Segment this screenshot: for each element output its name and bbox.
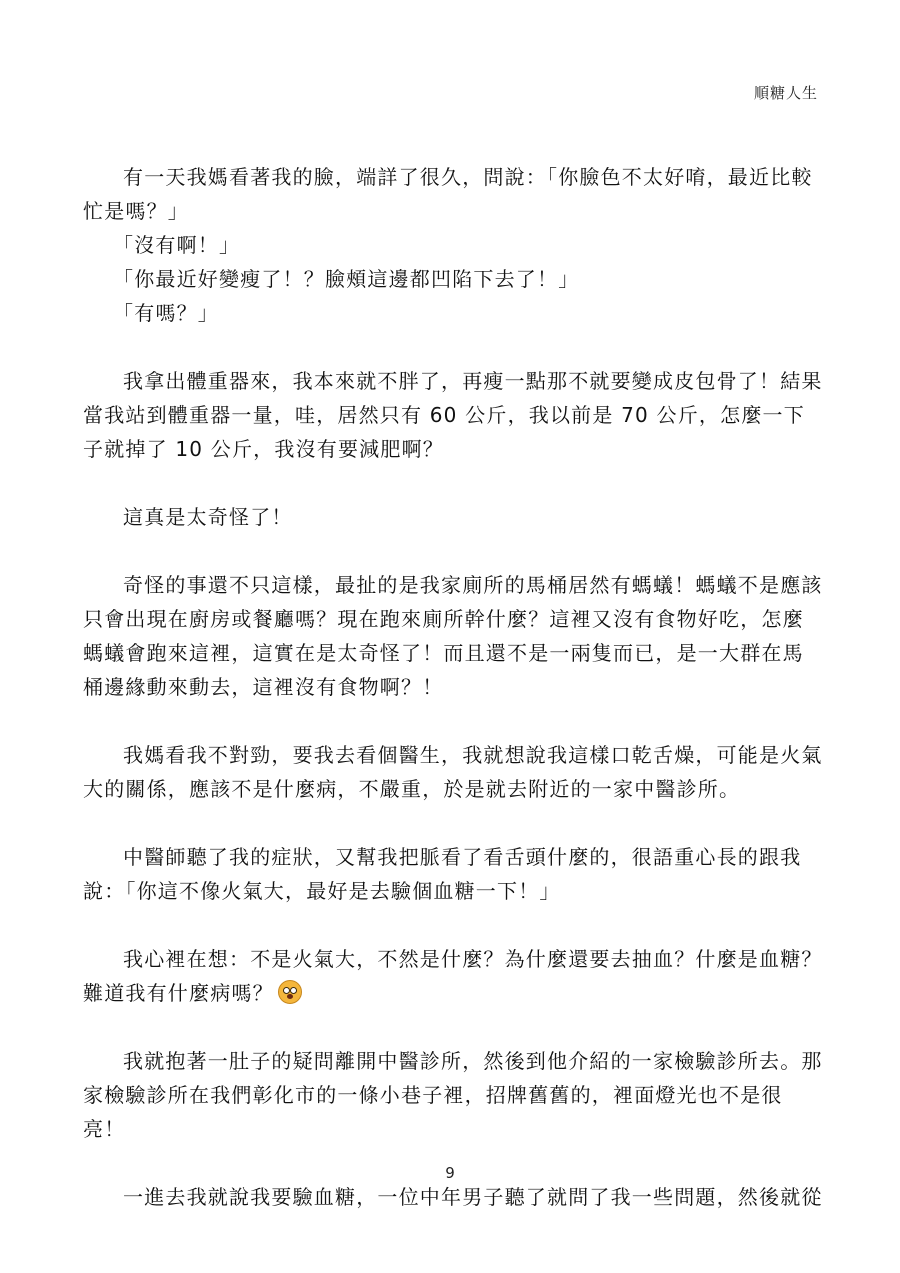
paragraph-9: 一進去我就說我要驗血糖，一位中年男子聽了就問了我一些問題，然後就從 — [123, 1185, 823, 1209]
astonished-face-emoji-icon — [278, 980, 302, 1004]
running-header-title: 順糖人生 — [753, 84, 818, 102]
paragraph-8: 我就抱著一肚子的疑問離開中醫診所，然後到他介紹的一家檢驗診所去。那家檢驗診所在我們彰化市的一條小巷子裡，招牌舊舊的，裡面燈光也不是很亮！ — [83, 1049, 823, 1141]
dialogue-line-2: 「你最近好變瘦了！？臉頰這邊都凹陷下去了！」 — [113, 267, 580, 291]
paragraph-7 — [83, 942, 823, 1010]
paragraph-1: 有一天我媽看著我的臉，端詳了很久，問說：「你臉色不太好唷，最近比較忙是嗎？」 — [83, 165, 813, 223]
paragraph-6: 中醫師聽了我的症狀，又幫我把脈看了看舌頭什麼的，很語重心長的跟我說：「你這不像火氣大，最好是去驗個血糖一下！」 — [83, 845, 802, 903]
page-number: 9 — [445, 1164, 455, 1182]
opening-dialogue — [83, 160, 823, 330]
body-text — [83, 160, 823, 1248]
paragraph-3: 這真是太奇怪了！ — [123, 505, 293, 529]
paragraph-4: 奇怪的事還不只這樣，最扯的是我家廁所的馬桶居然有螞蟻！螞蟻不是應該只會出現在廚房或餐廳嗎？現在跑來廁所幹什麼？這裡又沒有食物好吃，怎麼螞蟻會跑來這裡，這實在是太奇怪了！而且還不是一兩隻而已，是一大群在馬桶邊緣動來動去，這裡沒有食物啊？！ — [83, 573, 823, 699]
paragraph-7-text: 我心裡在想：不是火氣大，不然是什麼？為什麼還要去抽血？什麼是血糖？難道我有什麼病嗎？ — [83, 947, 823, 1005]
dialogue-line-3: 「有嗎？」 — [113, 301, 219, 325]
dialogue-line-1: 「沒有啊！」 — [113, 233, 241, 257]
paragraph-2: 我拿出體重器來，我本來就不胖了，再瘦一點那不就要變成皮包骨了！結果當我站到體重器一量，哇，居然只有 60 公斤，我以前是 70 公斤，怎麼一下子就掉了 10 公斤，我沒有要減肥啊？ — [83, 369, 823, 461]
paragraph-5: 我媽看我不對勁，要我去看個醫生，我就想說我這樣口乾舌燥，可能是火氣大的關係，應該不是什麼病，不嚴重，於是就去附近的一家中醫診所。 — [83, 743, 823, 801]
